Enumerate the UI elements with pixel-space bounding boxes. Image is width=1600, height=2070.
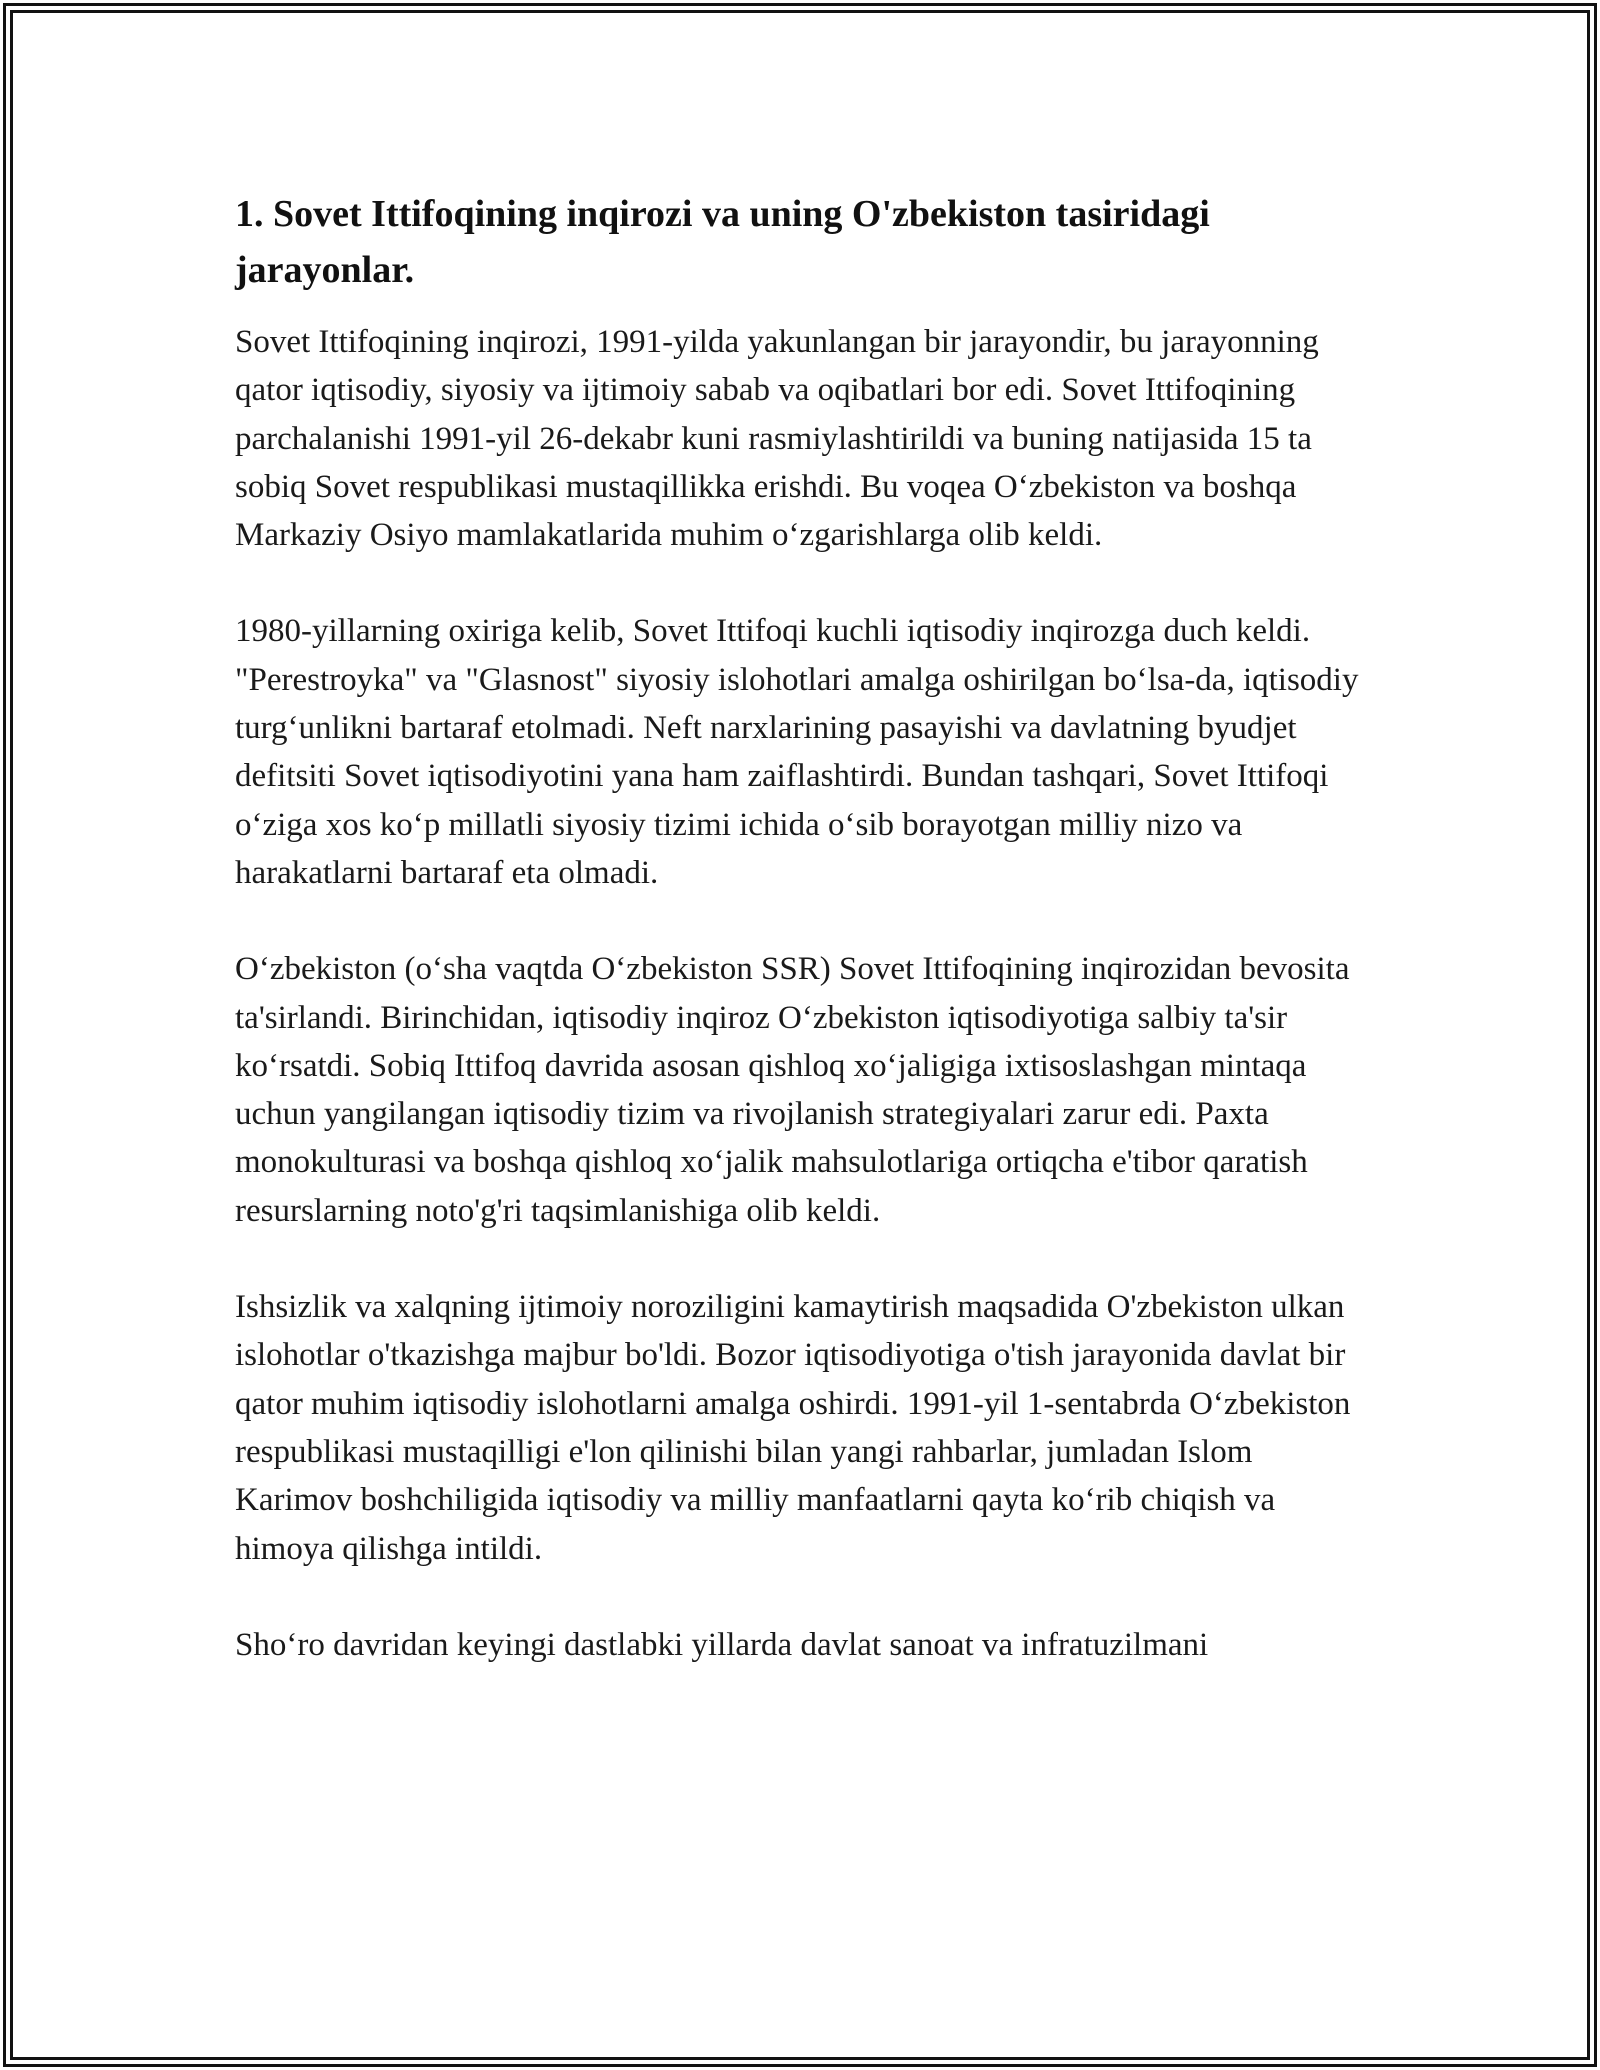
paragraph-3: O‘zbekiston (o‘sha vaqtda O‘zbekiston SSR) Sovet Ittifoqining inqirozidan bevosita ta'sirlandi. Birinchidan, iqtisodiy inqiroz O‘zbekiston iqtisodiyotiga salbiy ta'sir ko‘rsatdi. Sobiq Ittifoq davrida asosan qishloq xo‘jaligiga ixtisoslashgan mintaqa uchun yangilangan iqtisodiy tizim va rivojlanish strategiyalari zarur edi. Paxta monokulturasi va boshqa qishloq xo‘jalik mahsulotlariga ortiqcha e'tibor qaratish resurslarning noto'g'ri taqsimlanishiga olib keldi.	[235, 951, 1350, 1229]
document-body	[235, 186, 1365, 1717]
paragraph-5: Sho‘ro davridan keyingi dastlabki yillarda davlat sanoat va infratuzilmani	[235, 1626, 1209, 1663]
paragraph-2: 1980-yillarning oxiriga kelib, Sovet Ittifoqi kuchli iqtisodiy inqirozga duch keldi. "Perestroyka" va "Glasnost" siyosiy islohotlari amalga oshirilgan bo‘lsa-da, iqtisodiy turg‘unlikni bartaraf etolmadi. Neft narxlarining pasayishi va davlatning byudjet defitsiti Sovet iqtisodiyotini yana ham zaiflashtirdi. Bundan tashqari, Sovet Ittifoqi o‘ziga xos ko‘p millatli siyosiy tizimi ichida o‘sib borayotgan milliy nizo va harakatlarni bartaraf eta olmadi.	[235, 613, 1359, 891]
section-heading: 1. Sovet Ittifoqining inqirozi va uning O'zbekiston tasiridagi jarayonlar.	[235, 193, 1210, 291]
paragraph-1: Sovet Ittifoqining inqirozi, 1991-yilda yakunlangan bir jarayondir, bu jarayonning qator iqtisodiy, siyosiy va ijtimoiy sabab va oqibatlari bor edi. Sovet Ittifoqining parchalanishi 1991-yil 26-dekabr kuni rasmiylashtirildi va buning natijasida 15 ta sobiq Sovet respublikasi mustaqillikka erishdi. Bu voqea O‘zbekiston va boshqa Markaziy Osiyo mamlakatlarida muhim o‘zgarishlarga olib keldi.	[235, 324, 1319, 554]
paragraph-4: Ishsizlik va xalqning ijtimoiy noroziligini kamaytirish maqsadida O'zbekiston ulkan islohotlar o'tkazishga majbur bo'ldi. Bozor iqtisodiyotiga o'tish jarayonida davlat bir qator muhim iqtisodiy islohotlarni amalga oshirdi. 1991-yil 1-sentabrda O‘zbekiston respublikasi mustaqilligi e'lon qilinishi bilan yangi rahbarlar, jumladan Islom Karimov boshchiligida iqtisodiy va milliy manfaatlarni qayta ko‘rib chiqish va himoya qilishga intildi.	[235, 1289, 1351, 1567]
